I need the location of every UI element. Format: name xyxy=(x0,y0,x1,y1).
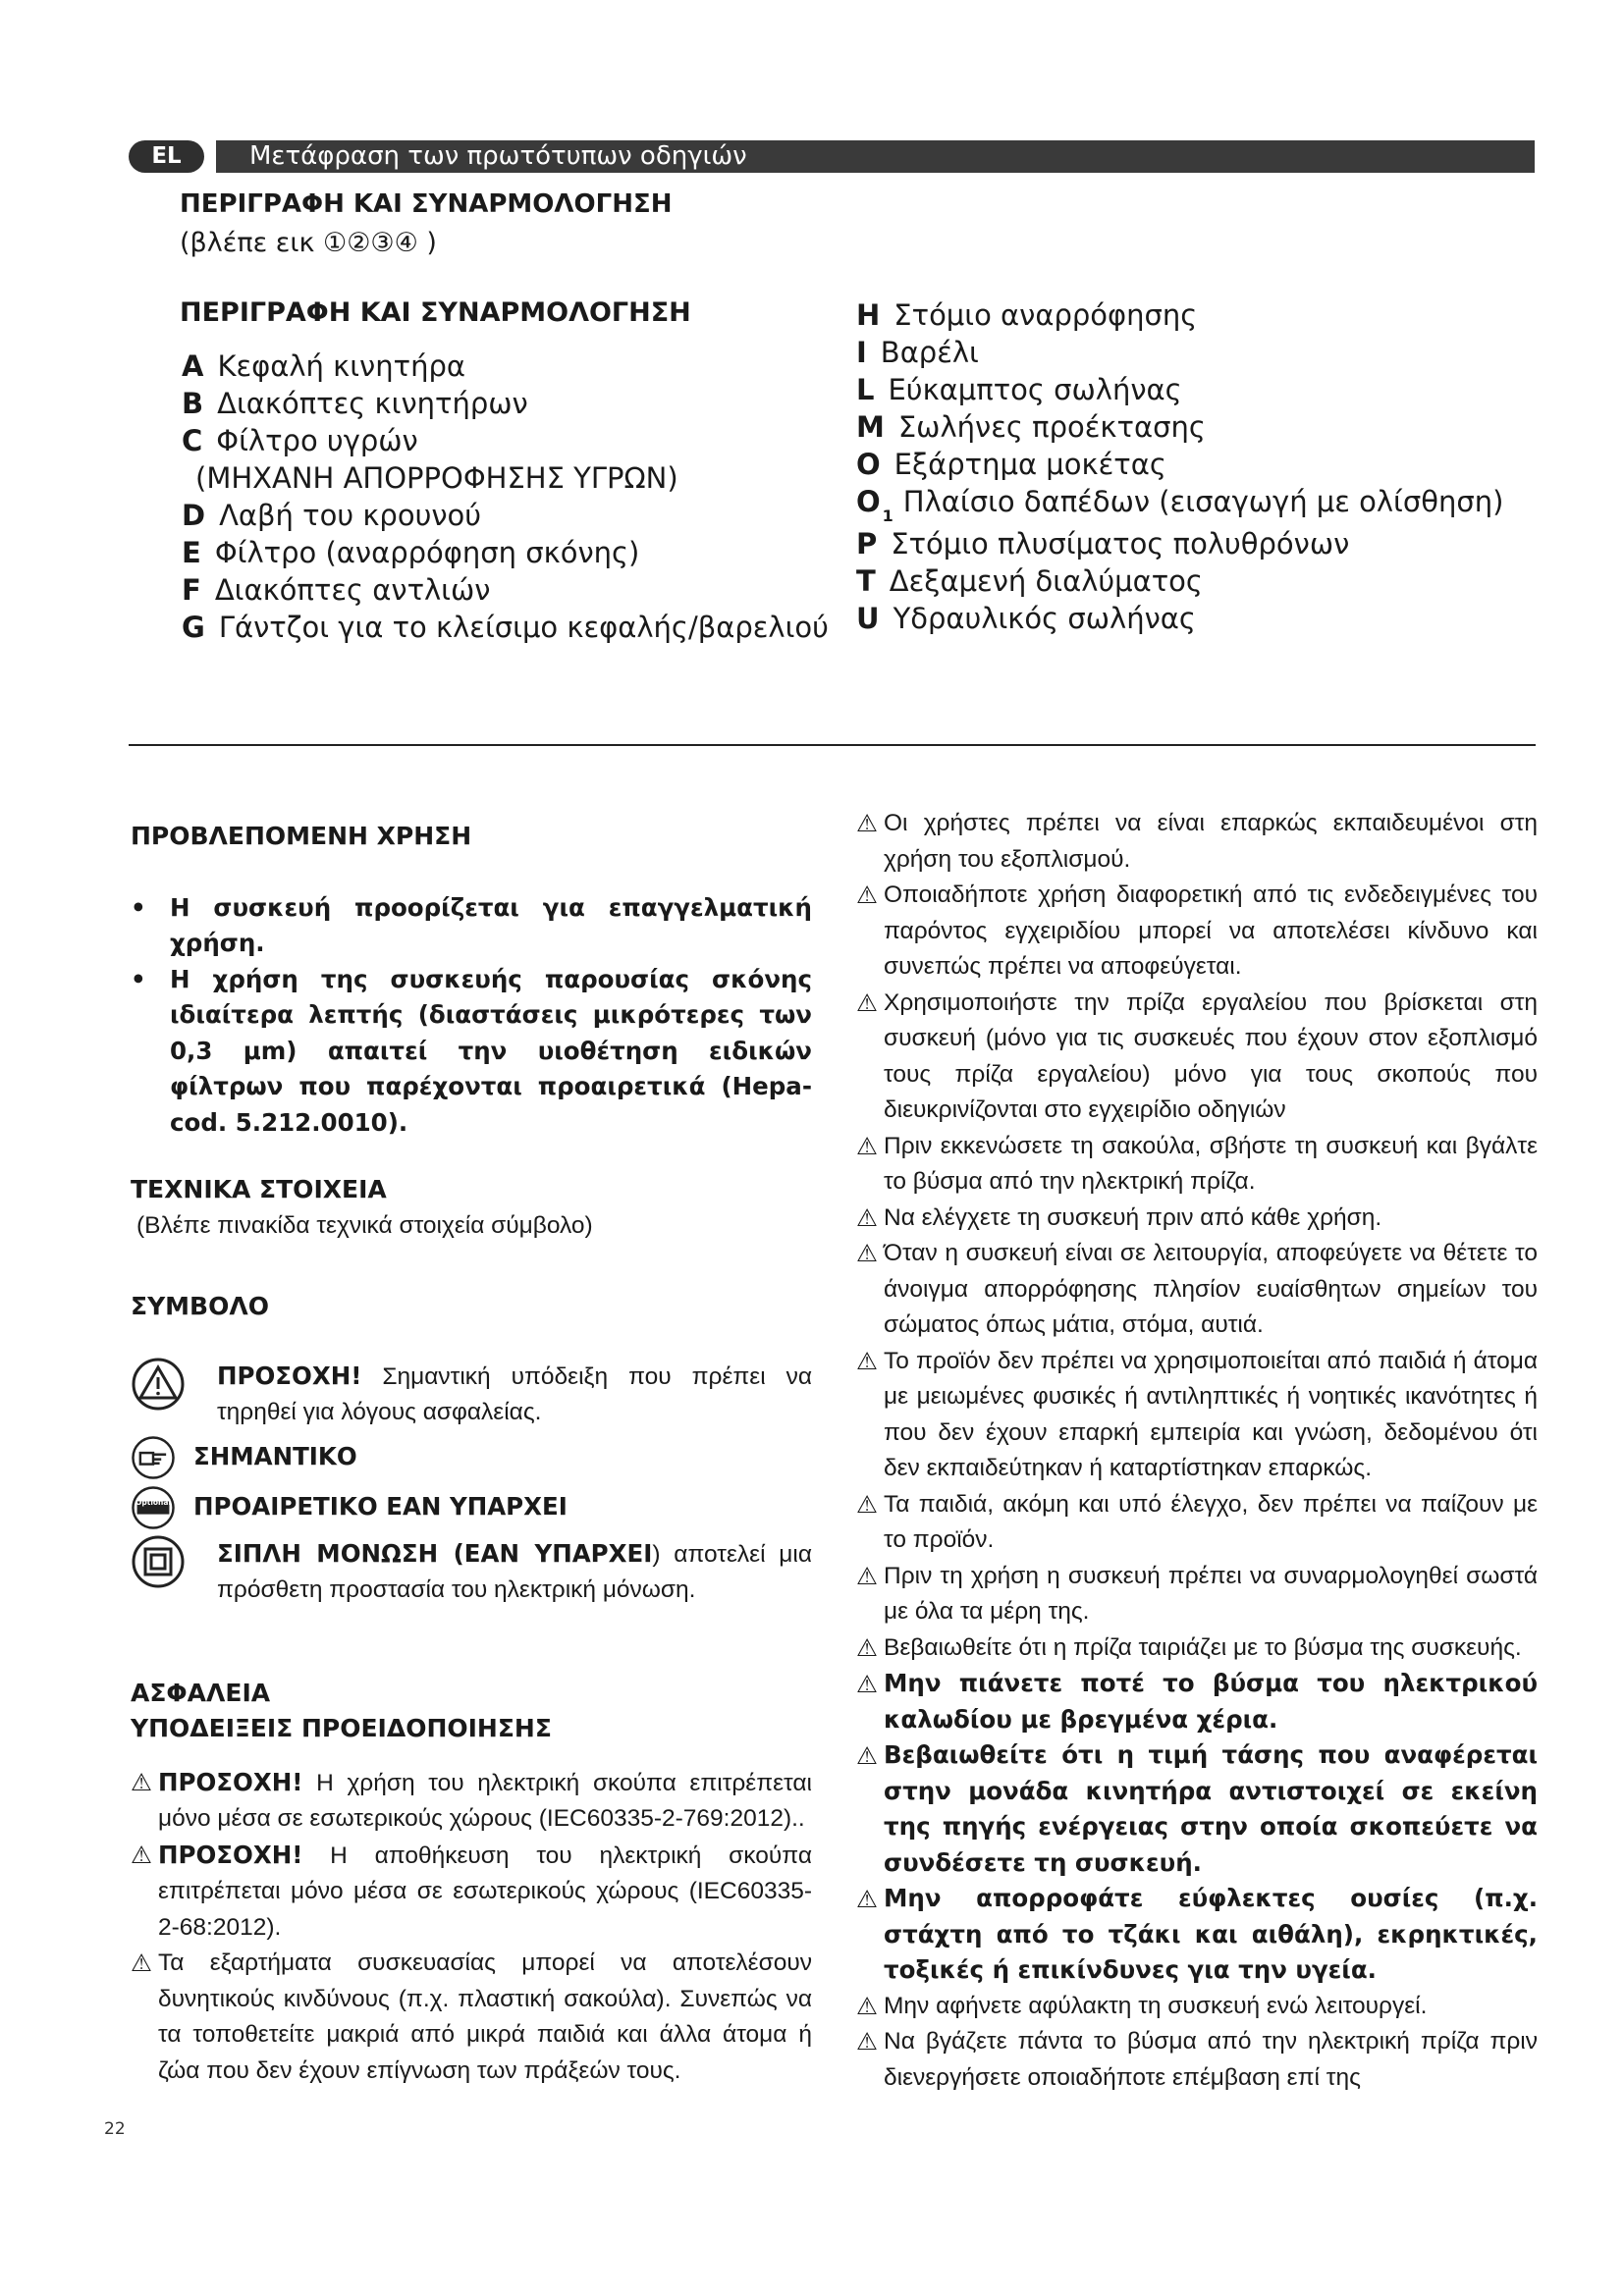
intro-heading: ΠΕΡΙΓΡΑΦΗ ΚΑΙ ΣΥΝΑΡΜΟΛΟΓΗΣΗ xyxy=(180,189,673,219)
list-item: G Γάντζοι για το κλείσιμο κεφαλής/βαρελιού xyxy=(182,611,829,644)
warning-triangle-icon: ⚠ xyxy=(856,882,878,909)
symbol-optional: Optional ΠΡΟΑΙΡΕΤΙΚΟ ΕΑΝ ΥΠΑΡΧΕΙ xyxy=(131,1489,812,1526)
bullet-item: • Η συσκευή προορίζεται για επαγγελματική χρήση. xyxy=(131,892,812,957)
warning-triangle-icon: ⚠ xyxy=(856,1670,878,1698)
list-item: O $_1$ Πλαίσιο δαπέδων (εισαγωγή με ολίσθηση) xyxy=(856,485,1504,525)
bullet-item: • Η χρήση της συσκευής παρουσίας σκόνης ιδιαίτερα λεπτής (διαστάσεις μικρότερες των 0,3 μm) απαιτεί την υιοθέτηση ειδικών φίλτρων που παρέχονται προαιρετικά (Hepa- cod. 5.212.0010). xyxy=(131,964,812,1137)
list-item: E Φίλτρο (αναρρόφηση σκόνης) xyxy=(182,536,640,569)
warning-triangle-icon: ⚠ xyxy=(856,989,878,1017)
right-column xyxy=(856,806,1538,2096)
list-item: I Βαρέλι xyxy=(856,336,979,369)
list-item: (ΜΗΧΑΝΗ ΑΠΟΡΡΟΦΗΣΗΣ ΥΓΡΩΝ) xyxy=(195,461,678,495)
warning-item: ⚠ Οι χρήστες πρέπει να είναι επαρκώς εκπαιδευμένοι στη χρήση του εξοπλισμού. xyxy=(856,806,1538,878)
header-title: Μετάφραση των πρωτότυπων οδηγιών xyxy=(216,140,1535,173)
tech-data-heading: ΤΕΧΝΙΚΑ ΣΤΟΙΧΕΙΑ xyxy=(131,1175,387,1203)
section-divider xyxy=(129,744,1536,746)
parts-list-left xyxy=(182,347,829,646)
list-item: P Στόμιο πλυσίματος πολυθρόνων xyxy=(856,527,1350,561)
warning-triangle-icon: ⚠ xyxy=(131,1950,152,1977)
symbol-important: ΣΗΜΑΝΤΙΚΟ xyxy=(131,1439,812,1476)
warning-triangle-icon: ⚠ xyxy=(856,1634,878,1662)
warning-triangle-icon: ⚠ xyxy=(856,1241,878,1267)
warning-item: ⚠ Να ελέγχετε τη συσκευή πριν από κάθε χρήση. xyxy=(856,1201,1538,1237)
warning-item: ⚠ Όταν η συσκευή είναι σε λειτουργία, αποφεύγετε να θέτετε το άνοιγμα απορρόφησης πλησίον ευαίσθητων σημείων του σώματος όπως μάτια, στόμα, αυτιά. xyxy=(856,1236,1538,1344)
description-heading: ΠΕΡΙΓΡΑΦΗ ΚΑΙ ΣΥΝΑΡΜΟΛΟΓΗΣΗ xyxy=(180,297,691,328)
left-column xyxy=(131,819,812,2089)
list-item: D Λαβή του κρουνού xyxy=(182,499,482,532)
see-figures: (βλέπε εικ ①②③④ ) xyxy=(180,228,437,258)
warning-item: ⚠ ΠΡΟΣΟΧΗ! Η αποθήκευση του ηλεκτρική σκούπα επιτρέπεται μόνο μέσα σε εσωτερικούς χώρους (IEC60335-2-68:2012). xyxy=(131,1840,812,1941)
warning-item: ⚠ Βεβαιωθείτε ότι η πρίζα ταιριάζει με το βύσμα της συσκευής. xyxy=(856,1630,1538,1667)
symbol-warning: ΠΡΟΣΟΧΗ! Σημαντική υπόδειξη που πρέπει να τηρηθεί για λόγους ασφαλείας. xyxy=(131,1359,812,1431)
warning-triangle-icon: ⚠ xyxy=(856,2029,878,2056)
warning-item: ⚠ Μην απορροφάτε εύφλεκτες ουσίες (π.χ. στάχτη από το τζάκι και αιθάλη), εκρηκτικές, τοξικές ή επικίνδυνες για την υγεία. xyxy=(856,1884,1538,1984)
list-item: C Φίλτρο υγρών xyxy=(182,424,418,457)
language-badge: EL xyxy=(129,140,204,173)
list-item: O Εξάρτημα μοκέτας xyxy=(856,448,1166,481)
warnings-heading: ΥΠΟΔΕΙΞΕΙΣ ΠΡΟΕΙΔΟΠΟΙΗΣΗΣ xyxy=(131,1714,552,1742)
warning-triangle-icon: ⚠ xyxy=(856,1563,878,1590)
list-item: L Εύκαμπτος σωλήνας xyxy=(856,373,1182,406)
warning-triangle-icon: ⚠ xyxy=(856,1133,878,1160)
list-item: T Δεξαμενή διαλύματος xyxy=(856,564,1203,598)
list-item: F Διακόπτες αντλιών xyxy=(182,573,491,607)
list-item: B Διακόπτες κινητήρων xyxy=(182,387,528,420)
warning-item: ⚠ Χρησιμοποιήστε την πρίζα εργαλείου που βρίσκεται στη συσκευή (μόνο για τις συσκευές που έχουν στον εξοπλισμό τους πρίζα εργαλείου) μόνο για τους σκοπούς που διευκρινίζονται στο εγχειρίδιο οδηγιών xyxy=(856,986,1538,1129)
warning-item: ⚠ Το προϊόν δεν πρέπει να χρησιμοποιείται από παιδιά ή άτομα με μειωμένες φυσικές ή αντιληπτικές ή νοητικές ικανότητες ή που δεν έχουν επαρκή εμπειρία και γνώση, δεδομένου ότι δεν εκπαιδεύτηκαν ή καταρτίστηκαν επαρκώς. xyxy=(856,1344,1538,1487)
pointing-hand-icon xyxy=(131,1435,176,1480)
warning-item: ⚠ Πριν εκκενώσετε τη σακούλα, σβήστε τη συσκευή και βγάλτε το βύσμα από την ηλεκτρική πρίζα. xyxy=(856,1129,1538,1201)
warning-triangle-icon: ⚠ xyxy=(856,1491,878,1519)
list-item: H Στόμιο αναρρόφησης xyxy=(856,298,1198,332)
double-insulation-icon xyxy=(131,1534,186,1589)
warning-triangle-icon xyxy=(131,1357,186,1412)
warning-triangle-icon: ⚠ xyxy=(856,1993,878,2020)
parts-list-right xyxy=(856,296,1503,637)
warning-item: ⚠ Να βγάζετε πάντα το βύσμα από την ηλεκτρική πρίζα πριν διενεργήσετε οποιαδήποτε επέμβαση επί της xyxy=(856,2024,1538,2096)
symbol-heading: ΣΥΜΒΟΛΟ xyxy=(131,1292,269,1320)
warning-item: ⚠ Πριν τη χρήση η συσκευή πρέπει να συναρμολογηθεί σωστά με όλα τα μέρη της. xyxy=(856,1559,1538,1630)
intended-use-heading: ΠΡΟΒΛΕΠΟΜΕΝΗ ΧΡΗΣΗ xyxy=(131,822,472,850)
safety-heading: ΑΣΦΑΛΕΙΑ xyxy=(131,1678,271,1707)
list-item: A Κεφαλή κινητήρα xyxy=(182,349,465,383)
warning-item: ⚠ Μην αφήνετε αφύλακτη τη συσκευή ενώ λειτουργεί. xyxy=(856,1989,1538,2025)
warning-triangle-icon: ⚠ xyxy=(856,1348,878,1375)
warning-item: ⚠ Τα παιδιά, ακόμη και υπό έλεγχο, δεν πρέπει να παίζουν με το προϊόν. xyxy=(856,1487,1538,1559)
warning-triangle-icon: ⚠ xyxy=(856,811,878,837)
warning-item: ⚠ Μην πιάνετε ποτέ το βύσμα του ηλεκτρικού καλωδίου με βρεγμένα χέρια. xyxy=(856,1669,1538,1734)
warning-triangle-icon: ⚠ xyxy=(131,1842,152,1869)
warning-triangle-icon: ⚠ xyxy=(856,1741,878,1770)
warning-item: ⚠ Οποιαδήποτε χρήση διαφορετική από τις ενδεδειγμένες του παρόντος εγχειριδίου μπορεί να αποτελέσει κίνδυνο και συνεπώς πρέπει να αποφεύγεται. xyxy=(856,878,1538,986)
warning-triangle-icon: ⚠ xyxy=(856,1204,878,1232)
optional-icon: Optional xyxy=(131,1485,176,1530)
warning-item: ⚠ Τα εξαρτήματα συσκευασίας μπορεί να αποτελέσουν δυνητικούς κινδύνους (π.χ. πλαστική σακούλα). Συνεπώς να τα τοποθετείτε μακριά από μικρά παιδιά και άλλα άτομα ή ζώα που δεν έχουν επίγνωση των πράξεών τους. xyxy=(131,1946,812,2089)
list-item: U Υδραυλικός σωλήνας xyxy=(856,602,1196,635)
warning-triangle-icon: ⚠ xyxy=(856,1885,878,1913)
tech-data-text: (Βλέπε πινακίδα τεχνικά στοιχεία σύμβολο) xyxy=(136,1211,593,1239)
page-number: 22 xyxy=(104,2119,126,2139)
list-item: M Σωλήνες προέκτασης xyxy=(856,410,1206,444)
warning-triangle-icon: ⚠ xyxy=(131,1769,152,1796)
symbol-double-insulation: ΣΙΠΛΗ ΜΟΝΩΣΗ (ΕΑΝ ΥΠΑΡΧΕΙ) αποτελεί μια πρόσθετη προστασία του ηλεκτρική μόνωση. xyxy=(131,1536,812,1609)
warning-item: ⚠ Βεβαιωθείτε ότι η τιμή τάσης που αναφέρεται στην μονάδα κινητήρα αντιστοιχεί σε εκείνη της πηγής ενέργειας στην οποία σκοπεύετε να συνδέσετε τη συσκευή. xyxy=(856,1740,1538,1877)
warning-item: ⚠ ΠΡΟΣΟΧΗ! Η χρήση του ηλεκτρική σκούπα επιτρέπεται μόνο μέσα σε εσωτερικούς χώρους (IEC60335-2-769:2012).. xyxy=(131,1767,812,1832)
